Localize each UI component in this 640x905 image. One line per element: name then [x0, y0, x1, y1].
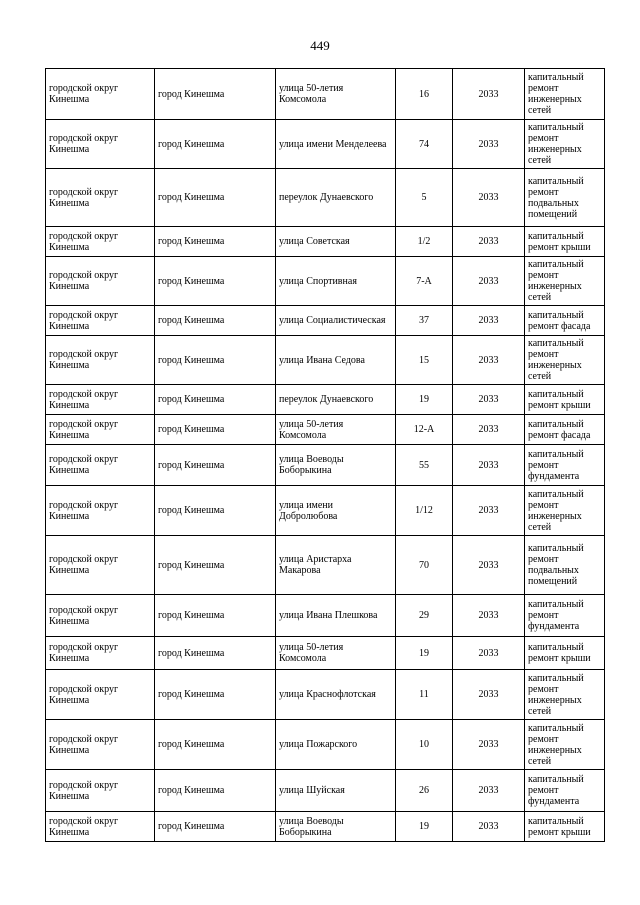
cell-year: 2033 — [453, 415, 525, 445]
table-row — [46, 720, 605, 770]
cell-street: улица Советская — [276, 227, 396, 257]
cell-district: городской округ Кинешма — [46, 595, 155, 637]
cell-city: город Кинешма — [155, 720, 276, 770]
cell-house: 19 — [396, 637, 453, 670]
cell-year: 2033 — [453, 69, 525, 120]
cell-street: улица 50-летия Комсомола — [276, 637, 396, 670]
cell-district: городской округ Кинешма — [46, 812, 155, 842]
cell-city: город Кинешма — [155, 637, 276, 670]
cell-city: город Кинешма — [155, 306, 276, 336]
cell-city: город Кинешма — [155, 415, 276, 445]
cell-district: городской округ Кинешма — [46, 637, 155, 670]
cell-street: улица 50-летия Комсомола — [276, 415, 396, 445]
table-row — [46, 595, 605, 637]
cell-year: 2033 — [453, 445, 525, 486]
cell-year: 2033 — [453, 637, 525, 670]
cell-city: город Кинешма — [155, 595, 276, 637]
cell-district: городской округ Кинешма — [46, 770, 155, 812]
cell-street: улица Пожарского — [276, 720, 396, 770]
cell-district: городской округ Кинешма — [46, 69, 155, 120]
cell-city: город Кинешма — [155, 227, 276, 257]
cell-year: 2033 — [453, 227, 525, 257]
cell-house: 1/12 — [396, 486, 453, 536]
cell-work-type: капитальный ремонт инженерных сетей — [525, 69, 605, 120]
cell-year: 2033 — [453, 670, 525, 720]
cell-house: 11 — [396, 670, 453, 720]
cell-city: город Кинешма — [155, 486, 276, 536]
cell-house: 19 — [396, 812, 453, 842]
cell-house: 55 — [396, 445, 453, 486]
cell-house: 70 — [396, 536, 453, 595]
cell-city: город Кинешма — [155, 770, 276, 812]
cell-city: город Кинешма — [155, 445, 276, 486]
cell-street: улица Ивана Плешкова — [276, 595, 396, 637]
cell-house: 5 — [396, 169, 453, 227]
cell-city: город Кинешма — [155, 69, 276, 120]
cell-house: 26 — [396, 770, 453, 812]
table-row — [46, 385, 605, 415]
cell-work-type: капитальный ремонт фасада — [525, 306, 605, 336]
cell-district: городской округ Кинешма — [46, 536, 155, 595]
cell-house: 29 — [396, 595, 453, 637]
cell-street: улица Воеводы Боборыкина — [276, 445, 396, 486]
cell-district: городской округ Кинешма — [46, 257, 155, 306]
table-row — [46, 169, 605, 227]
cell-work-type: капитальный ремонт фундамента — [525, 445, 605, 486]
table-row — [46, 227, 605, 257]
cell-work-type: капитальный ремонт крыши — [525, 227, 605, 257]
table-row — [46, 69, 605, 120]
table-row — [46, 306, 605, 336]
cell-city: город Кинешма — [155, 536, 276, 595]
cell-city: город Кинешма — [155, 385, 276, 415]
table-row — [46, 637, 605, 670]
cell-year: 2033 — [453, 595, 525, 637]
cell-street: улица Социалистическая — [276, 306, 396, 336]
cell-work-type: капитальный ремонт крыши — [525, 385, 605, 415]
cell-house: 10 — [396, 720, 453, 770]
cell-district: городской округ Кинешма — [46, 227, 155, 257]
cell-street: улица Воеводы Боборыкина — [276, 812, 396, 842]
cell-district: городской округ Кинешма — [46, 720, 155, 770]
cell-house: 16 — [396, 69, 453, 120]
table-row — [46, 120, 605, 169]
table-row — [46, 257, 605, 306]
table-row — [46, 486, 605, 536]
cell-house: 12-А — [396, 415, 453, 445]
cell-city: город Кинешма — [155, 169, 276, 227]
table-row — [46, 670, 605, 720]
cell-year: 2033 — [453, 336, 525, 385]
cell-city: город Кинешма — [155, 120, 276, 169]
table-row — [46, 770, 605, 812]
table-row — [46, 336, 605, 385]
cell-district: городской округ Кинешма — [46, 120, 155, 169]
cell-work-type: капитальный ремонт фундамента — [525, 770, 605, 812]
cell-district: городской округ Кинешма — [46, 169, 155, 227]
cell-house: 7-А — [396, 257, 453, 306]
cell-year: 2033 — [453, 720, 525, 770]
cell-city: город Кинешма — [155, 670, 276, 720]
table-row — [46, 536, 605, 595]
cell-street: улица имени Менделеева — [276, 120, 396, 169]
cell-year: 2033 — [453, 306, 525, 336]
cell-district: городской округ Кинешма — [46, 415, 155, 445]
cell-district: городской округ Кинешма — [46, 336, 155, 385]
cell-district: городской округ Кинешма — [46, 306, 155, 336]
cell-work-type: капитальный ремонт крыши — [525, 637, 605, 670]
cell-year: 2033 — [453, 385, 525, 415]
cell-year: 2033 — [453, 169, 525, 227]
cell-work-type: капитальный ремонт инженерных сетей — [525, 336, 605, 385]
cell-street: улица Спортивная — [276, 257, 396, 306]
table-row — [46, 812, 605, 842]
cell-house: 37 — [396, 306, 453, 336]
page-number: 449 — [310, 38, 330, 53]
cell-work-type: капитальный ремонт подвальных помещений — [525, 536, 605, 595]
cell-street: улица Краснофлотская — [276, 670, 396, 720]
cell-district: городской округ Кинешма — [46, 670, 155, 720]
cell-street: улица имени Добролюбова — [276, 486, 396, 536]
cell-work-type: капитальный ремонт инженерных сетей — [525, 720, 605, 770]
cell-year: 2033 — [453, 120, 525, 169]
cell-work-type: капитальный ремонт подвальных помещений — [525, 169, 605, 227]
table-row — [46, 415, 605, 445]
cell-work-type: капитальный ремонт инженерных сетей — [525, 120, 605, 169]
cell-house: 74 — [396, 120, 453, 169]
table-row — [46, 445, 605, 486]
cell-work-type: капитальный ремонт инженерных сетей — [525, 670, 605, 720]
cell-work-type: капитальный ремонт инженерных сетей — [525, 486, 605, 536]
cell-house: 15 — [396, 336, 453, 385]
cell-street: улица Аристарха Макарова — [276, 536, 396, 595]
cell-year: 2033 — [453, 536, 525, 595]
cell-work-type: капитальный ремонт инженерных сетей — [525, 257, 605, 306]
cell-street: улица Шуйская — [276, 770, 396, 812]
cell-work-type: капитальный ремонт фасада — [525, 415, 605, 445]
cell-city: город Кинешма — [155, 257, 276, 306]
cell-district: городской округ Кинешма — [46, 385, 155, 415]
cell-street: улица 50-летия Комсомола — [276, 69, 396, 120]
cell-work-type: капитальный ремонт крыши — [525, 812, 605, 842]
cell-district: городской округ Кинешма — [46, 486, 155, 536]
cell-year: 2033 — [453, 486, 525, 536]
cell-year: 2033 — [453, 257, 525, 306]
cell-year: 2033 — [453, 770, 525, 812]
cell-city: город Кинешма — [155, 336, 276, 385]
cell-street: переулок Дунаевского — [276, 385, 396, 415]
housing-repair-table — [45, 68, 605, 842]
cell-street: улица Ивана Седова — [276, 336, 396, 385]
cell-house: 19 — [396, 385, 453, 415]
cell-house: 1/2 — [396, 227, 453, 257]
cell-district: городской округ Кинешма — [46, 445, 155, 486]
cell-city: город Кинешма — [155, 812, 276, 842]
cell-street: переулок Дунаевского — [276, 169, 396, 227]
cell-work-type: капитальный ремонт фундамента — [525, 595, 605, 637]
cell-year: 2033 — [453, 812, 525, 842]
